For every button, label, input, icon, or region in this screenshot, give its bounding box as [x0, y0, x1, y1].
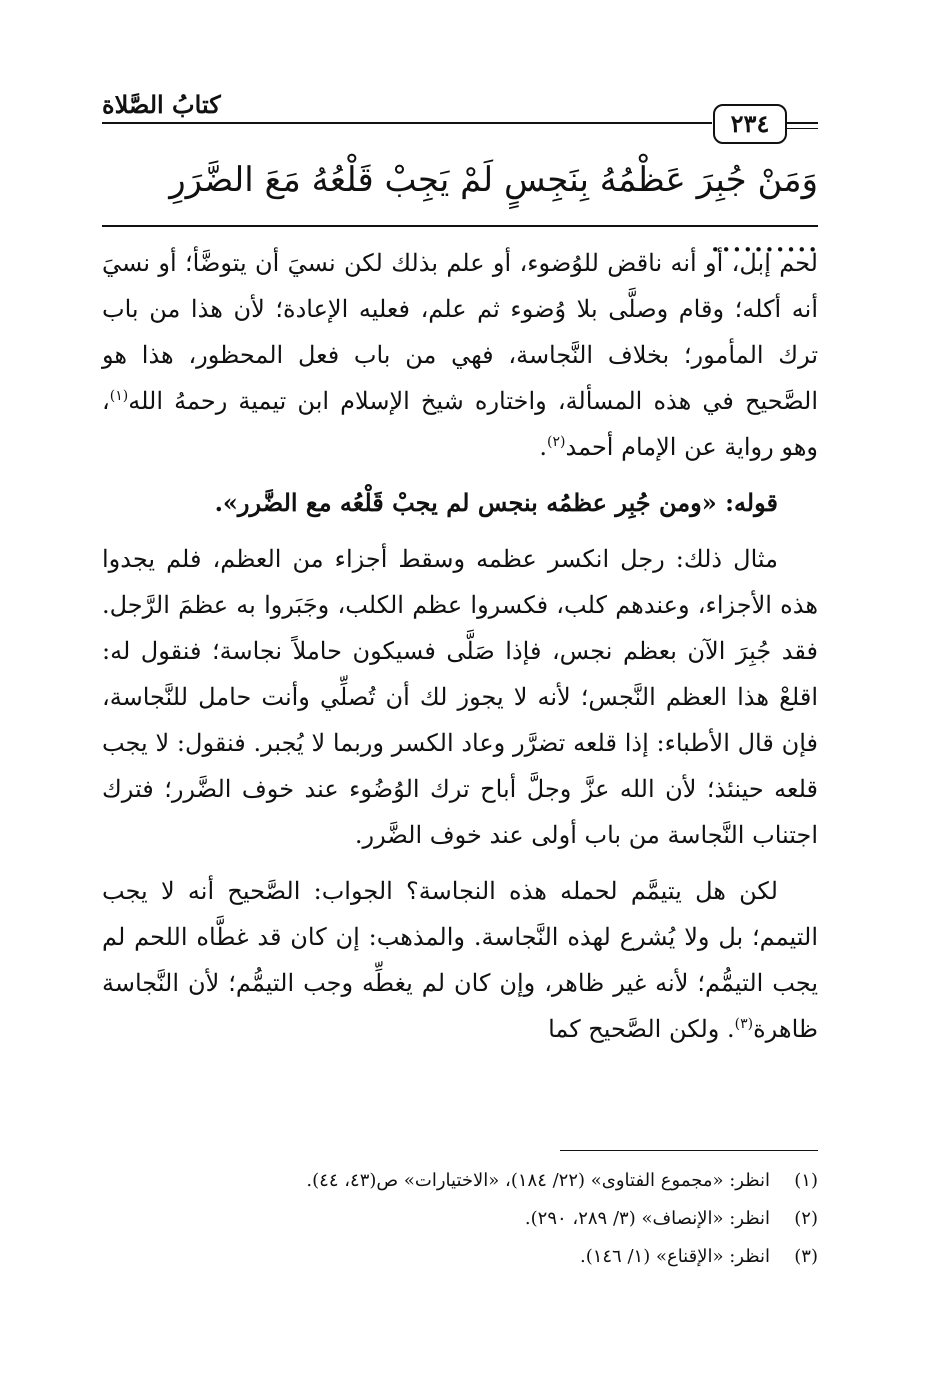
paragraph-4-text: لكن هل يتيمَّم لحمله هذه النجاسة؟ الجواب: الصَّحيح أنه لا يجب التيمم؛ بل ولا يُشرع لهذه النَّجاسة. والمذهب: إن كان قد غطَّاه اللحم لم يجب التيمُّم؛ لأنه غير ظاهر، وإن كان لم يغطِّه وجب التيمُّم؛ لأن النَّجاسة ظاهرة	[102, 877, 818, 1043]
running-header-title: كتابُ الصَّلاة	[102, 90, 221, 119]
paragraph-4-end: . ولكن الصَّحيح كما	[548, 1015, 735, 1043]
paragraph-1-end: .	[539, 433, 548, 461]
header-rule-right	[786, 122, 818, 124]
page-number: ٢٣٤	[713, 104, 787, 144]
paragraph-4	[102, 868, 818, 1052]
footnotes	[102, 1162, 818, 1276]
qawl-lead: قوله:	[725, 488, 778, 517]
paragraph-1-mid: ، وهو رواية عن الإمام أحمد	[102, 387, 818, 461]
footnote-rule	[560, 1150, 818, 1151]
footnote-ref-3[interactable]: (٣)	[734, 1016, 754, 1032]
footnote-text: انظر: «الإقناع» (١/ ١٤٦).	[579, 1246, 770, 1267]
commentary-body	[102, 240, 818, 1062]
footnote-text: انظر: «مجموع الفتاوى» (٢٢/ ١٨٤)، «الاختيارات» ص(٤٣، ٤٤).	[306, 1170, 770, 1191]
paragraph-qawl	[102, 480, 818, 526]
footnote-ref-1[interactable]: (١)	[109, 388, 129, 404]
paragraph-3	[102, 536, 818, 858]
footnote-number: (١)	[794, 1170, 818, 1191]
footnote-number: (٣)	[794, 1246, 818, 1267]
matn-text: وَمَنْ جُبِرَ عَظْمُهُ بِنَجِسٍ لَمْ يَجِبْ قَلْعُهُ مَعَ الضَّرَرِ ..........	[169, 160, 818, 260]
matn-rule	[102, 225, 818, 227]
footnote-text: انظر: «الإنصاف» (٣/ ٢٨٩، ٢٩٠).	[524, 1208, 770, 1229]
footnote-item	[102, 1200, 818, 1238]
footnote-ref-2[interactable]: (٢)	[547, 434, 566, 450]
header-rule-right-thin	[786, 128, 818, 129]
paragraph-1-text: لحم إبل، أو أنه ناقض للوُضوء، أو علم بذلك لكن نسيَ أن يتوضَّأ؛ أو نسيَ أنه أكله؛ وقام وصلَّى بلا وُضوء ثم علم، فعليه الإعادة؛ لأن هذا من باب ترك المأمور؛ بخلاف النَّجاسة، فهي من باب فعل المحظور، هذا هو الصَّحيح في هذه المسألة، واختاره شيخ الإسلام ابن تيمية رحمهُ الله	[102, 249, 819, 415]
header-rule	[102, 122, 712, 124]
footnote-number: (٢)	[794, 1208, 818, 1229]
footnote-item	[102, 1238, 818, 1276]
paragraph-3-text: مثال ذلك: رجل انكسر عظمه وسقط أجزاء من العظم، فلم يجدوا هذه الأجزاء، وعندهم كلب، فكسروا عظم الكلب، وجَبَروا به عظمَ الرَّجل. فقد جُبِرَ الآن بعظم نجس، فإذا صَلَّى فسيكون حاملاً نجاسة؛ فنقول له: اقلعْ هذا العظم النَّجس؛ لأنه لا يجوز لك أن تُصلِّي وأنت حامل للنَّجاسة، فإن قال الأطباء: إذا قلعه تضرَّر وعاد الكسر وربما لا يُجبر. فنقول: لا يجب قلعه حينئذ؛ لأن الله عزَّ وجلَّ أباح ترك الوُضُوء عند خوف الضَّرر؛ فترك اجتناب النَّجاسة من باب أولى عند خوف الضَّرر.	[102, 545, 819, 849]
qawl-quote: «ومن جُبِر عظمُه بنجس لم يجبْ قَلْعُه مع الضَّرر».	[214, 488, 726, 517]
footnote-item	[102, 1162, 818, 1200]
paragraph-1	[102, 240, 818, 470]
